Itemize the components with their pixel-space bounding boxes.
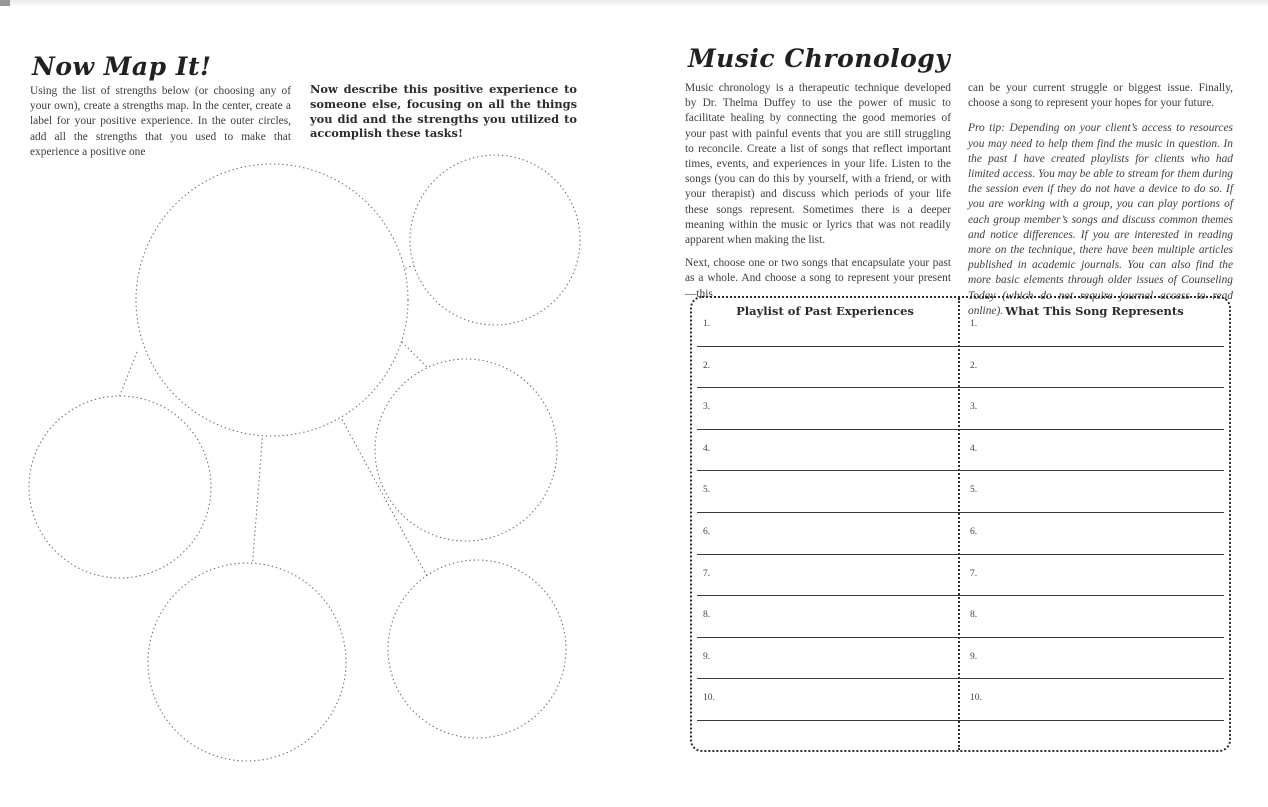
table-row <box>697 388 1224 430</box>
playlist-table <box>690 296 1231 752</box>
table-row <box>697 679 1224 721</box>
row-number: 10. <box>703 693 715 704</box>
row-number: 6. <box>970 526 978 537</box>
music-chronology-paragraph-1: Music chronology is a therapeutic technique developed by Dr. Thelma Duffey to use the power of music to facilitate healing by connecting the good memories of your past with painful events that you are still struggling to reconcile. Create a list of songs that reflect important times, events, and experiences in your life. Listen to the songs (you can do this by yourself, with a friend, or with your therapist) and discuss which periods of your life these songs represent. Sometimes there is a deeper meaning within the music or lyrics that was not readily apparent when making the list. <box>685 82 951 247</box>
represents-cell <box>960 638 1224 679</box>
page-title-left: Now Map It! <box>32 52 212 81</box>
represents-cell <box>960 513 1224 554</box>
row-number: 2. <box>970 360 978 371</box>
playlist-cell <box>697 596 960 637</box>
row-number: 6. <box>703 526 711 537</box>
row-number: 10. <box>970 693 982 704</box>
center-experience-circle <box>136 164 408 436</box>
strength-circle-top-right <box>410 155 580 325</box>
pro-tip-paragraph: Pro tip: Depending on your client’s access to resources you may need to help them find the music in question. In the past I have created playlists for clients who had limited access. You may be able to stream for them during the session even if they do not have a device to do so. If you are working with a group, you can play portions of each group member’s songs and discuss common themes and notice differences. If you are interested in reading more on the technique, there have been multiple articles published in academic journals. You can also find the more basic elements through older issues of Counseling Today (which do not require journal access to read online). <box>968 122 1233 317</box>
row-number: 4. <box>703 443 711 454</box>
table-row <box>697 347 1224 389</box>
music-chronology-paragraph-3: can be your current struggle or biggest issue. Finally, choose a song to represent your hopes for your future. <box>968 82 1233 110</box>
playlist-cell <box>697 430 960 471</box>
row-number: 3. <box>970 402 978 413</box>
connector-bottom-right <box>338 412 428 578</box>
row-number: 7. <box>970 568 978 579</box>
playlist-cell <box>697 513 960 554</box>
table-row <box>697 471 1224 513</box>
table-header-represents: What This Song Represents <box>1005 304 1184 318</box>
playlist-cell <box>697 679 960 720</box>
strength-circle-left <box>29 396 211 578</box>
playlist-cell <box>697 638 960 679</box>
playlist-cell <box>697 347 960 388</box>
represents-cell <box>960 555 1224 596</box>
table-row <box>697 430 1224 472</box>
row-number: 9. <box>703 651 711 662</box>
playlist-cell <box>697 388 960 429</box>
represents-cell <box>960 471 1224 512</box>
represents-cell <box>960 305 1224 346</box>
row-number: 5. <box>970 485 978 496</box>
music-chronology-paragraph-2: Next, choose one or two songs that encapsulate your past as a whole. And choose a song to represent your present—this <box>685 257 951 300</box>
table-row <box>697 638 1224 680</box>
table-row <box>697 596 1224 638</box>
describe-paragraph: Now describe this positive experience to someone else, focusing on all the things you did and the strengths you utilized to accomplish these tasks! <box>310 82 577 141</box>
playlist-cell <box>697 555 960 596</box>
represents-cell <box>960 596 1224 637</box>
represents-cell <box>960 347 1224 388</box>
row-number: 5. <box>703 485 711 496</box>
connector-top-right <box>390 258 430 275</box>
table-header-playlist: Playlist of Past Experiences <box>736 304 914 318</box>
row-number: 9. <box>970 651 978 662</box>
row-number: 1. <box>703 319 711 329</box>
map-connector-lines <box>118 258 440 578</box>
page-right <box>634 0 1268 807</box>
row-number: 8. <box>970 610 978 621</box>
represents-cell <box>960 388 1224 429</box>
row-number: 7. <box>703 568 711 579</box>
playlist-cell <box>697 471 960 512</box>
table-row <box>697 305 1224 347</box>
strength-circle-right-middle <box>375 359 557 541</box>
music-chronology-column-2 <box>968 81 1233 319</box>
table-row <box>697 555 1224 597</box>
strength-circle-bottom-right <box>388 560 566 738</box>
row-number: 3. <box>703 402 711 413</box>
playlist-cell <box>697 305 960 346</box>
row-number: 2. <box>703 360 711 371</box>
table-row <box>697 513 1224 555</box>
represents-cell <box>960 679 1224 720</box>
represents-cell <box>960 430 1224 471</box>
music-chronology-column-1 <box>685 81 951 302</box>
connector-left <box>118 352 137 400</box>
row-number: 8. <box>703 610 711 621</box>
connector-right-middle <box>390 330 440 380</box>
connector-bottom-center <box>252 430 263 570</box>
row-number: 1. <box>970 319 978 329</box>
page-title-right: Music Chronology <box>688 44 951 73</box>
intro-paragraph: Using the list of strengths below (or choosing any of your own), create a strengths map. In the center, create a label for your positive experience. In the outer circles, add all the strengths that you used to make that experience a positive one <box>30 85 291 158</box>
strength-circle-bottom-center <box>148 563 346 761</box>
row-number: 4. <box>970 443 978 454</box>
table-rows <box>697 305 1224 721</box>
table-column-divider <box>958 298 960 750</box>
